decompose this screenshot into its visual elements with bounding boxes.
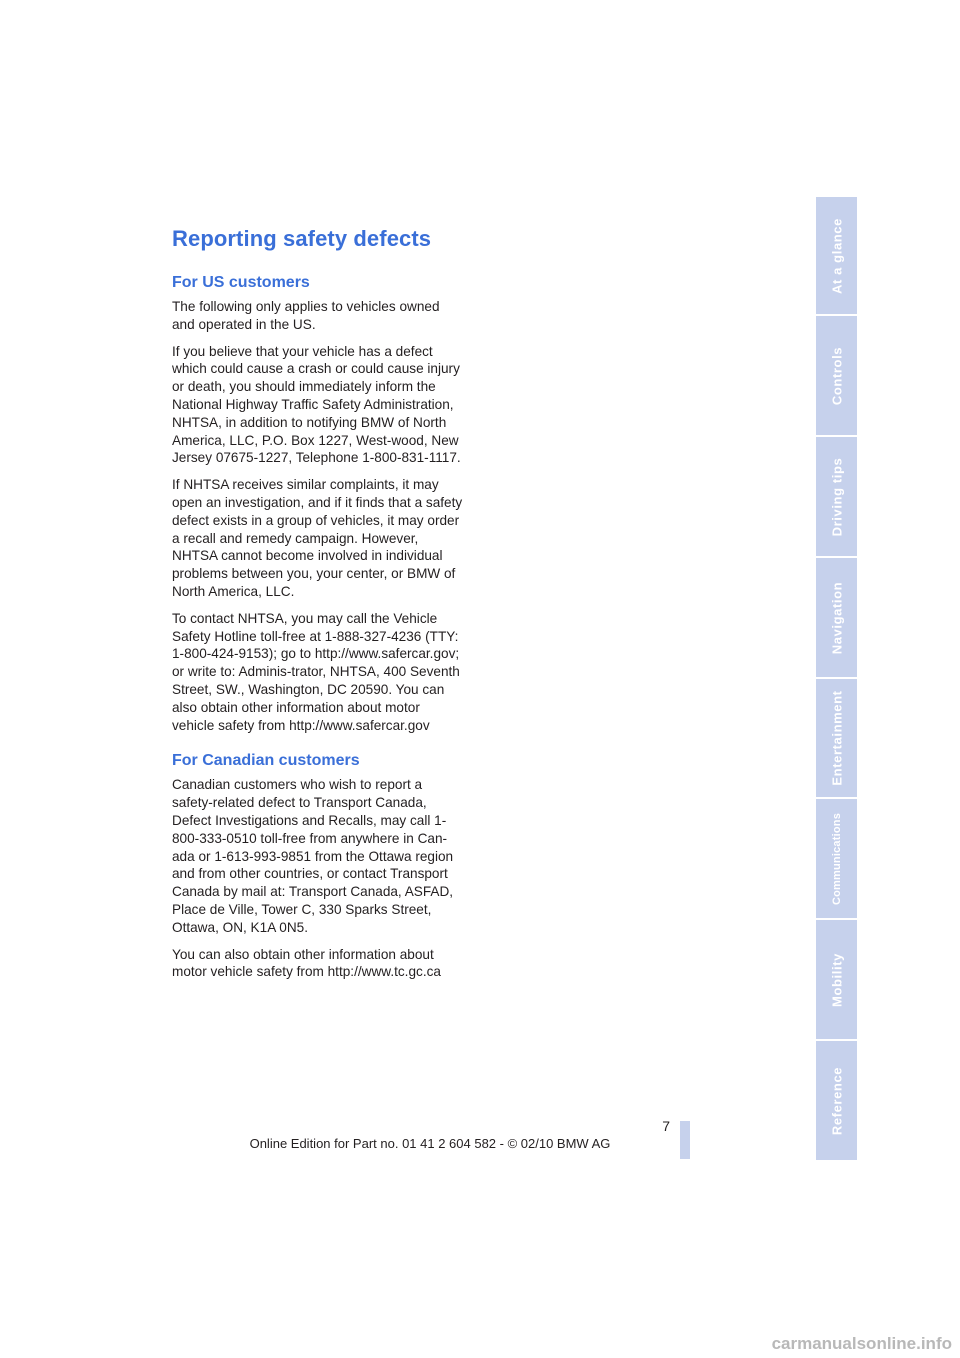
main-content [172, 226, 464, 990]
us-paragraph-1: The following only applies to vehicles owned and operated in the US. [172, 299, 440, 332]
footer-edition-note: Online Edition for Part no. 01 41 2 604 582 - © 02/10 BMW AG [249, 1136, 611, 1151]
tab-at-a-glance[interactable] [816, 197, 857, 316]
tab-label: At a glance [829, 217, 844, 294]
tab-mobility[interactable] [816, 920, 857, 1041]
tab-label: Communications [830, 812, 843, 905]
tab-label: Mobility [829, 952, 844, 1007]
tab-reference[interactable] [816, 1041, 857, 1160]
canada-paragraph-1: Canadian customers who wish to report a safety-related defect to Transport Canada, Defect Investigations and Recalls, may call 1-800-333-0510 toll-free from anywhere in Can-ada or 1-613-993-9851 from the Ottawa region and from other countries, or contact Transport Canada by mail at: Transport Canada, ASFAD, Place de Ville, Tower C, 330 Sparks Street, Ottawa, ON, K1A 0N5. [172, 777, 454, 935]
us-paragraph-4: To contact NHTSA, you may call the Vehicle Safety Hotline toll-free at 1-888-327-4236 (TTY: 1-800-424-9153); go to http://www.safercar.gov; or write to: Adminis-trator, NHTSA, 400 Seventh Street, SW., Washington, DC 20590. You can also obtain other information about motor vehicle safety from http://www.safercar.gov [172, 610, 460, 733]
canada-paragraph-2: You can also obtain other information about motor vehicle safety from http://www.tc.gc.ca [172, 946, 441, 980]
tab-label: Entertainment [829, 690, 844, 786]
canadian-customers-heading: For Canadian customers [172, 752, 360, 770]
tab-label: Reference [829, 1066, 844, 1135]
tab-entertainment[interactable] [816, 679, 857, 799]
tab-navigation[interactable] [816, 558, 857, 679]
us-customers-heading: For US customers [172, 274, 310, 291]
chapter-tabs [816, 197, 857, 1160]
us-paragraph-3: If NHTSA receives similar complaints, it may open an investigation, and if it finds that a safety defect exists in a group of vehicles, it may order a recall and remedy campaign. However, NHTSA cannot become involved in individual problems between you, your center, or BMW of North America, LLC. [172, 477, 463, 599]
tab-communications[interactable] [816, 799, 857, 920]
tab-label: Navigation [829, 581, 844, 654]
tab-driving-tips[interactable] [816, 437, 857, 558]
tab-controls[interactable] [816, 316, 857, 437]
page-title: Reporting safety defects [172, 226, 432, 251]
us-paragraph-2: If you believe that your vehicle has a defect which could cause a crash or could cause injury or death, you should immediately inform the National Highway Traffic Safety Administration, NHTSA, in addition to notifying BMW of North America, LLC, P.O. Box 1227, West-wood, New Jersey 07675-1227, Telephone 1-800-831-1117. [172, 343, 461, 466]
tab-label: Controls [829, 346, 844, 405]
page-number: 7 [662, 1118, 670, 1134]
tab-label: Driving tips [829, 457, 844, 536]
watermark: carmanualsonline.info [771, 1334, 952, 1353]
